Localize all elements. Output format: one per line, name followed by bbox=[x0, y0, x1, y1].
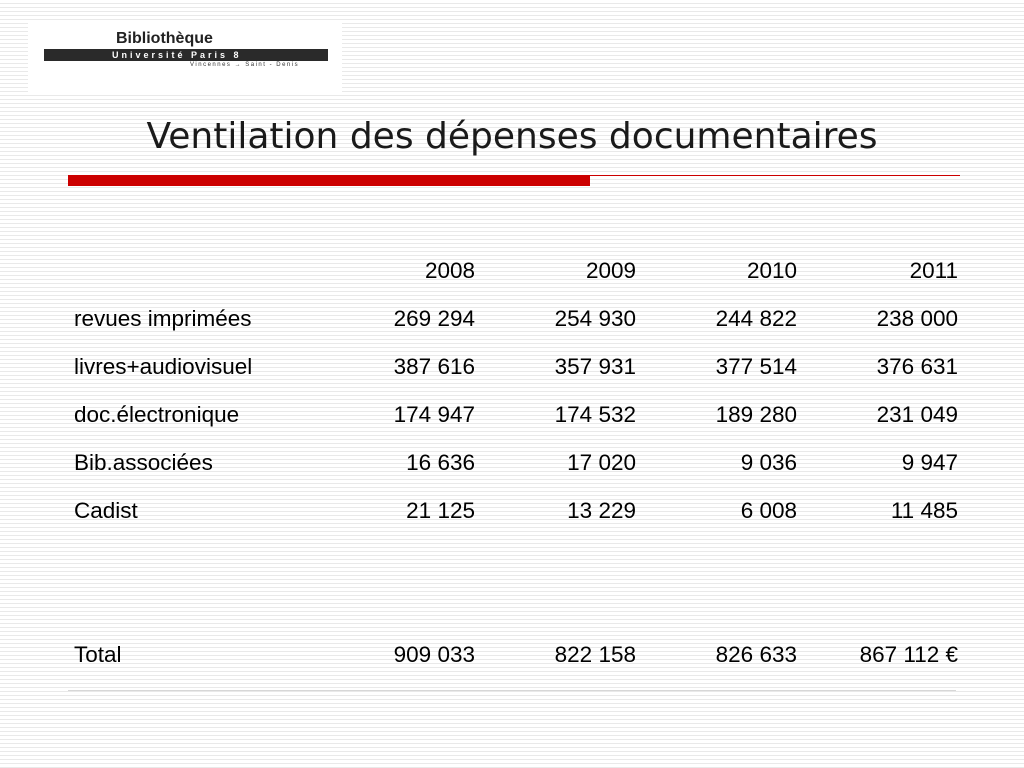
cell-value: 231 049 bbox=[876, 402, 958, 427]
row-label: doc.électronique bbox=[74, 402, 240, 427]
cell-value: 6 008 bbox=[740, 498, 797, 523]
year-header: 2009 bbox=[585, 258, 636, 283]
header-row bbox=[66, 247, 958, 295]
total-value: 826 633 bbox=[715, 642, 797, 667]
cell-value: 174 947 bbox=[393, 402, 475, 427]
table-row bbox=[66, 391, 958, 439]
expenses-table bbox=[66, 247, 958, 679]
table-row bbox=[66, 439, 958, 487]
year-header: 2010 bbox=[746, 258, 797, 283]
cell-value: 9 947 bbox=[901, 450, 958, 475]
cell-value: 269 294 bbox=[393, 306, 475, 331]
title-underline-thin bbox=[590, 175, 960, 176]
cell-value: 16 636 bbox=[406, 450, 475, 475]
cell-value: 238 000 bbox=[876, 306, 958, 331]
cell-value: 376 631 bbox=[876, 354, 958, 379]
logo-title: Bibliothèque bbox=[116, 30, 213, 47]
cell-value: 189 280 bbox=[715, 402, 797, 427]
cell-value: 377 514 bbox=[715, 354, 797, 379]
row-label: Cadist bbox=[74, 498, 138, 523]
year-header: 2008 bbox=[424, 258, 475, 283]
total-value: 822 158 bbox=[554, 642, 636, 667]
library-logo bbox=[28, 22, 342, 94]
table-row bbox=[66, 343, 958, 391]
logo-subtitle: Vincennes → Saint - Denis bbox=[190, 62, 300, 68]
header-empty-cell bbox=[66, 247, 314, 295]
row-label: livres+audiovisuel bbox=[74, 354, 253, 379]
total-value: 909 033 bbox=[393, 642, 475, 667]
year-header: 2011 bbox=[909, 258, 958, 283]
total-row bbox=[66, 631, 958, 679]
cell-value: 244 822 bbox=[715, 306, 797, 331]
table-row bbox=[66, 487, 958, 535]
cell-value: 357 931 bbox=[554, 354, 636, 379]
footer-divider bbox=[68, 690, 956, 691]
logo-university-bar: Université Paris 8 bbox=[44, 49, 328, 61]
row-label: revues imprimées bbox=[74, 306, 252, 331]
cell-value: 13 229 bbox=[567, 498, 636, 523]
cell-value: 387 616 bbox=[393, 354, 475, 379]
spacer-row bbox=[66, 535, 958, 631]
cell-value: 9 036 bbox=[740, 450, 797, 475]
spacer-cell bbox=[66, 535, 958, 631]
total-label: Total bbox=[74, 642, 122, 667]
cell-value: 254 930 bbox=[554, 306, 636, 331]
cell-value: 17 020 bbox=[567, 450, 636, 475]
cell-value: 21 125 bbox=[406, 498, 475, 523]
cell-value: 11 485 bbox=[890, 498, 958, 523]
row-label: Bib.associées bbox=[74, 450, 213, 475]
title-underline-thick bbox=[68, 175, 590, 186]
cell-value: 174 532 bbox=[554, 402, 636, 427]
total-value: 867 112 € bbox=[859, 642, 958, 667]
table-row bbox=[66, 295, 958, 343]
slide-title: Ventilation des dépenses documentaires bbox=[146, 116, 878, 157]
